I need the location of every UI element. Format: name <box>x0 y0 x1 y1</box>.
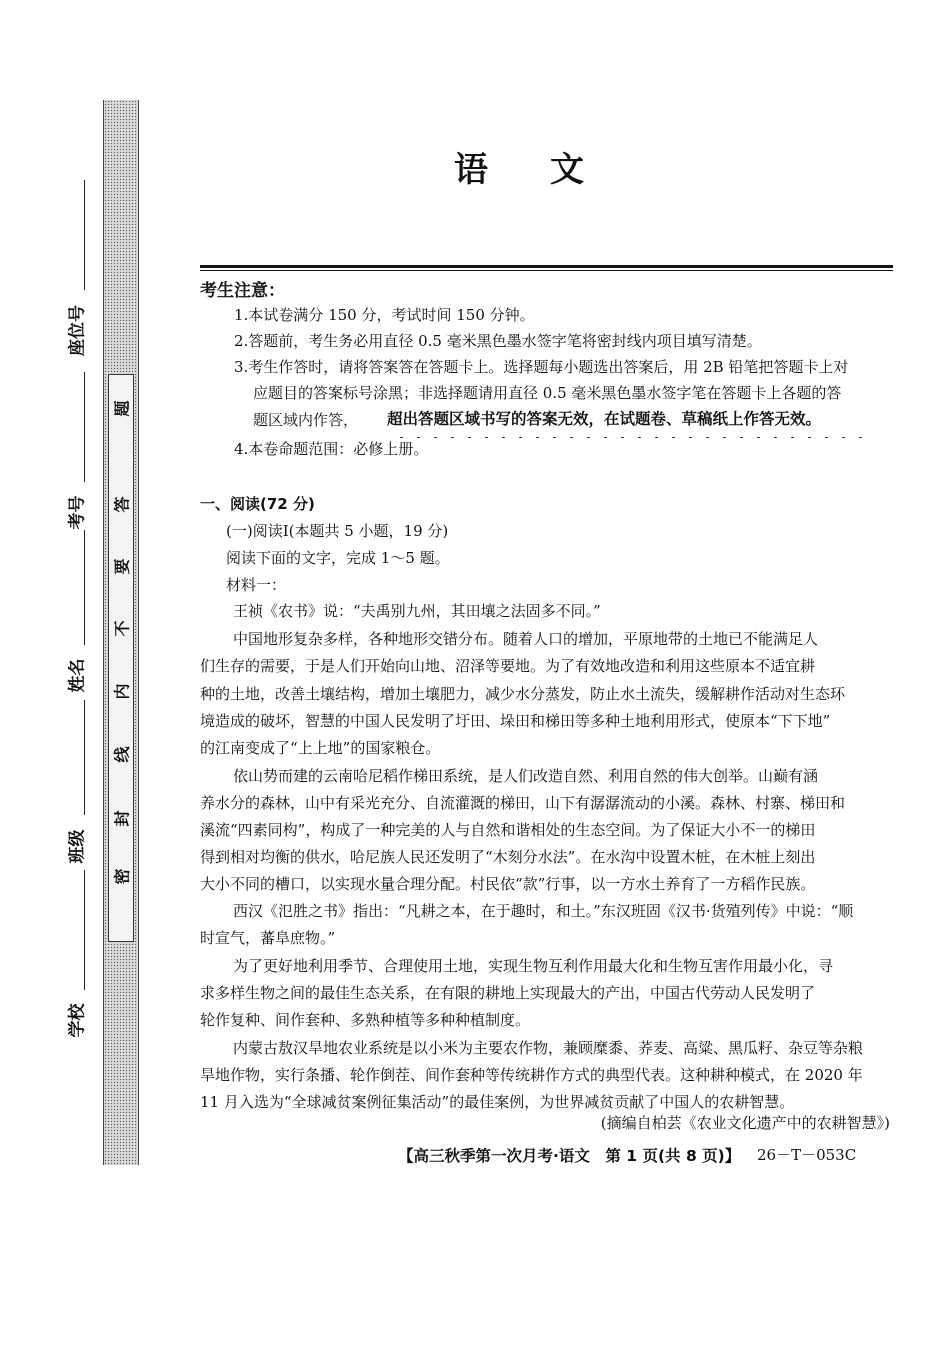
passage-line: 内蒙古敖汉旱地农业系统是以小米为主要农作物，兼顾糜黍、荞麦、高粱、黑瓜籽、杂豆等杂粮 <box>233 1039 864 1057</box>
exam-code: 26－T－053C <box>757 1146 857 1164</box>
school-field[interactable] <box>84 870 85 990</box>
passage-line: 旱地作物，实行条播、轮作倒茬、间作套种等传统耕作方式的典型代表。这种耕种模式，在 2020 年 <box>200 1066 863 1084</box>
notice-line: 2.答题前，考生务必用直径 0.5 毫米黑色墨水签字笔将密封线内项目填写清楚。 <box>234 332 762 350</box>
seat-number-label: 座位号 <box>67 305 88 356</box>
passage-line: 们生存的需要，于是人们开始向山地、沼泽等要地。为了有效地改造和利用这些原本不适宜耕 <box>200 657 816 675</box>
passage-line: 大小不同的槽口，以实现水量合理分配。村民依“款”行事，以一方水土养育了一方稻作民族。 <box>200 875 816 893</box>
passage-line: 养水分的森林，山中有采光充分、自流灌溉的梯田，山下有潺潺流动的小溪。森林、村寨、梯田和 <box>200 794 846 812</box>
seat-number-field[interactable] <box>84 180 85 290</box>
name-field[interactable] <box>84 530 85 645</box>
notice-line: 应题目的答案标号涂黑；非选择题请用直径 0.5 毫米黑色墨水签字笔在答题卡上各题的答 <box>253 384 842 402</box>
seal-char: 封 <box>112 810 132 827</box>
section-title: 一、阅读(72 分) <box>200 495 315 513</box>
class-label: 班级 <box>67 829 88 864</box>
seal-strip <box>103 100 139 1165</box>
passage-line: 依山势而建的云南哈尼稻作梯田系统，是人们改造自然、利用自然的伟大创举。山巅有涵 <box>233 767 819 785</box>
emphasis-dots <box>393 435 865 440</box>
notice-emphasis: 超出答题区域书写的答案无效，在试题卷、草稿纸上作答无效。 <box>387 410 822 428</box>
seal-char: 不 <box>112 620 132 637</box>
exam-title: 语文 <box>454 150 646 190</box>
passage-line: 王祯《农书》说：“夫禹别九州，其田壤之法固多不同。” <box>233 602 601 620</box>
passage-line: 轮作复种、间作套种、多熟种植等多种种植制度。 <box>200 1011 531 1029</box>
title-rule <box>200 265 893 268</box>
subsection-title: (一)阅读Ⅰ(本题共 5 小题，19 分) <box>226 522 449 540</box>
passage-line: 11 月入选为“全球减贫案例征集活动”的最佳案例，为世界减贫贡献了中国人的农耕智慧。 <box>200 1093 795 1111</box>
notice-line: 3.考生作答时，请将答案答在答题卡上。选择题每小题选出答案后，用 2B 铅笔把答题卡上对 <box>234 358 849 376</box>
seal-notice-box <box>108 374 134 942</box>
page-footer: 【高三秋季第一次月考·语文 第 1 页(共 8 页)】 <box>398 1147 741 1165</box>
material-label: 材料一： <box>226 576 287 594</box>
passage-line: 种的土地，改善土壤结构，增加土壤肥力，减少水分蒸发，防止水土流失，缓解耕作活动对生态环 <box>200 685 846 703</box>
school-label: 学校 <box>67 1003 88 1038</box>
passage-line: 中国地形复杂多样，各种地形交错分布。随着人口的增加，平原地带的土地已不能满足人 <box>233 630 819 648</box>
passage-line: 西汉《氾胜之书》指出：“凡耕之本，在于趣时，和土。”东汉班固《汉书·货殖列传》中说：“顺 <box>233 902 854 920</box>
passage-line: 得到相对均衡的供水，哈尼族人民还发明了“木刻分水法”。在水沟中设置木桩，在木桩上刻出 <box>200 848 816 866</box>
name-label: 姓名 <box>67 658 88 693</box>
seal-char: 要 <box>112 558 132 575</box>
notice-line: 1.本试卷满分 150 分，考试时间 150 分钟。 <box>234 306 535 324</box>
passage-line: 溪流“四素同构”，构成了一种完美的人与自然和谐相处的生态空间。为了保证大小不一的梯田 <box>200 821 816 839</box>
notice-line: 题区域内作答， <box>253 411 359 429</box>
passage-line: 境造成的破坏，智慧的中国人民发明了圩田、垛田和梯田等多种土地利用形式，使原本“下下地” <box>200 712 831 730</box>
seal-char: 密 <box>112 868 132 885</box>
notice-heading: 考生注意： <box>200 281 285 301</box>
exam-number-field[interactable] <box>84 372 85 482</box>
seal-char: 题 <box>112 400 132 417</box>
source-citation: (摘编自柏芸《农业文化遗产中的农耕智慧》) <box>600 1114 890 1132</box>
passage-line: 求多样生物之间的最佳生态关系，在有限的耕地上实现最大的产出，中国古代劳动人民发明了 <box>200 984 816 1002</box>
seal-char: 答 <box>112 496 132 513</box>
seal-char: 内 <box>112 683 132 700</box>
passage-line: 为了更好地利用季节、合理使用土地，实现生物互利作用最大化和生物互害作用最小化，寻 <box>233 957 834 975</box>
passage-line: 的江南变成了“上上地”的国家粮仓。 <box>200 739 441 757</box>
seal-char: 线 <box>112 746 132 763</box>
title-rule-thin <box>200 270 893 271</box>
exam-number-label: 考号 <box>67 495 88 530</box>
instruction: 阅读下面的文字，完成 1～5 题。 <box>226 549 450 567</box>
passage-line: 时宣气，蕃阜庶物。” <box>200 929 336 947</box>
class-field[interactable] <box>84 700 85 815</box>
notice-line: 4.本卷命题范围：必修上册。 <box>234 440 429 458</box>
